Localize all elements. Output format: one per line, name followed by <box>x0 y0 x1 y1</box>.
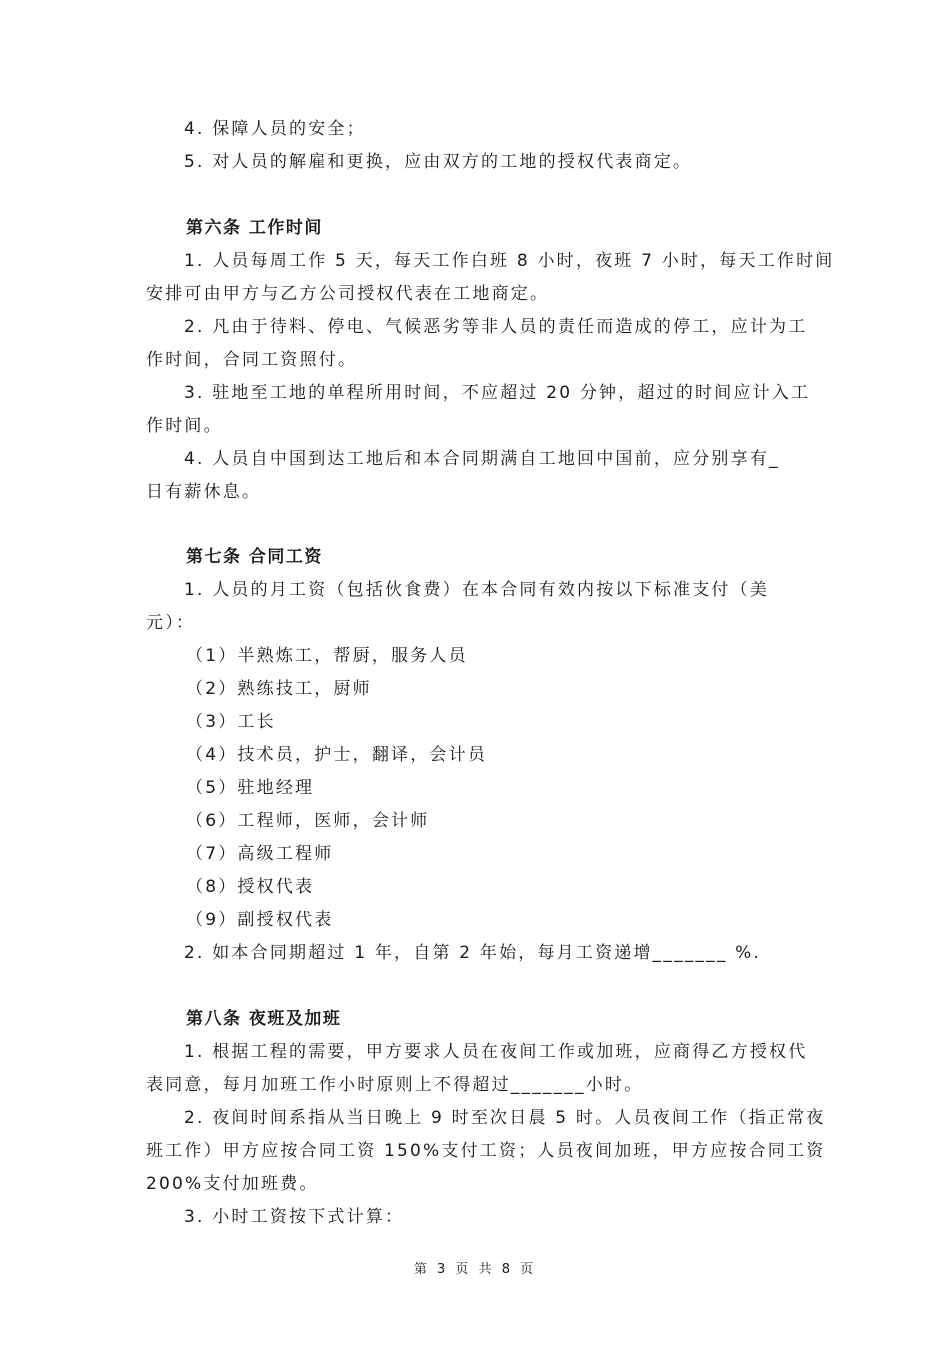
clause-continuation: 表同意，每月加班工作小时原则上不得超过_______小时。 <box>146 1075 644 1095</box>
wage-category: （3）工长 <box>186 712 276 732</box>
wage-category: （1）半熟炼工，帮厨，服务人员 <box>186 646 468 666</box>
clause-item: 2. 凡由于待料、停电、气候恶劣等非人员的责任而造成的停工，应计为工 <box>184 317 808 337</box>
section-heading-7: 第七条 合同工资 <box>186 547 323 567</box>
clause-continuation: 作时间。 <box>146 416 223 436</box>
clause-item: 4. 保障人员的安全； <box>184 119 366 139</box>
wage-category: （4）技术员，护士，翻译，会计员 <box>186 745 488 765</box>
clause-item: 4. 人员自中国到达工地后和本合同期满自工地回中国前，应分别享有_ <box>184 449 780 469</box>
wage-category: （8）授权代表 <box>186 877 315 897</box>
clause-item: 2. 夜间时间系指从当日晚上 9 时至次日晨 5 时。人员夜间工作（指正常夜 <box>184 1108 826 1128</box>
clause-item: 3. 小时工资按下式计算： <box>184 1207 405 1227</box>
clause-continuation: 日有薪休息。 <box>146 482 262 502</box>
clause-item: 1. 根据工程的需要，甲方要求人员在夜间工作或加班，应商得乙方授权代 <box>184 1042 808 1062</box>
clause-continuation: 班工作）甲方应按合同工资 150%支付工资；人员夜间加班，甲方应按合同工资 <box>146 1141 826 1161</box>
section-heading-8: 第八条 夜班及加班 <box>186 1009 342 1029</box>
clause-item: 1. 人员的月工资（包括伙食费）在本合同有效内按以下标准支付（美 <box>184 580 770 600</box>
wage-category: （6）工程师，医师，会计师 <box>186 811 430 831</box>
wage-category: （5）驻地经理 <box>186 778 315 798</box>
clause-item: 5. 对人员的解雇和更换，应由双方的工地的授权代表商定。 <box>184 152 693 172</box>
clause-item: 1. 人员每周工作 5 天，每天工作白班 8 小时，夜班 7 小时，每天工作时间 <box>184 251 835 271</box>
clause-continuation: 安排可由甲方与乙方公司授权代表在工地商定。 <box>146 284 550 304</box>
wage-category: （2）熟练技工，厨师 <box>186 679 372 699</box>
page-number-footer: 第 3 页 共 8 页 <box>413 1262 537 1277</box>
clause-item: 3. 驻地至工地的单程所用时间，不应超过 20 分钟，超过的时间应计入工 <box>184 383 811 403</box>
wage-category: （9）副授权代表 <box>186 910 334 930</box>
clause-continuation: 200%支付加班费。 <box>146 1174 319 1194</box>
clause-item: 2. 如本合同期超过 1 年，自第 2 年始，每月工资递增_______ %. <box>184 943 762 963</box>
clause-continuation: 元）： <box>146 613 196 633</box>
section-heading-6: 第六条 工作时间 <box>186 218 323 238</box>
clause-continuation: 作时间，合同工资照付。 <box>146 350 358 370</box>
wage-category: （7）高级工程师 <box>186 844 334 864</box>
